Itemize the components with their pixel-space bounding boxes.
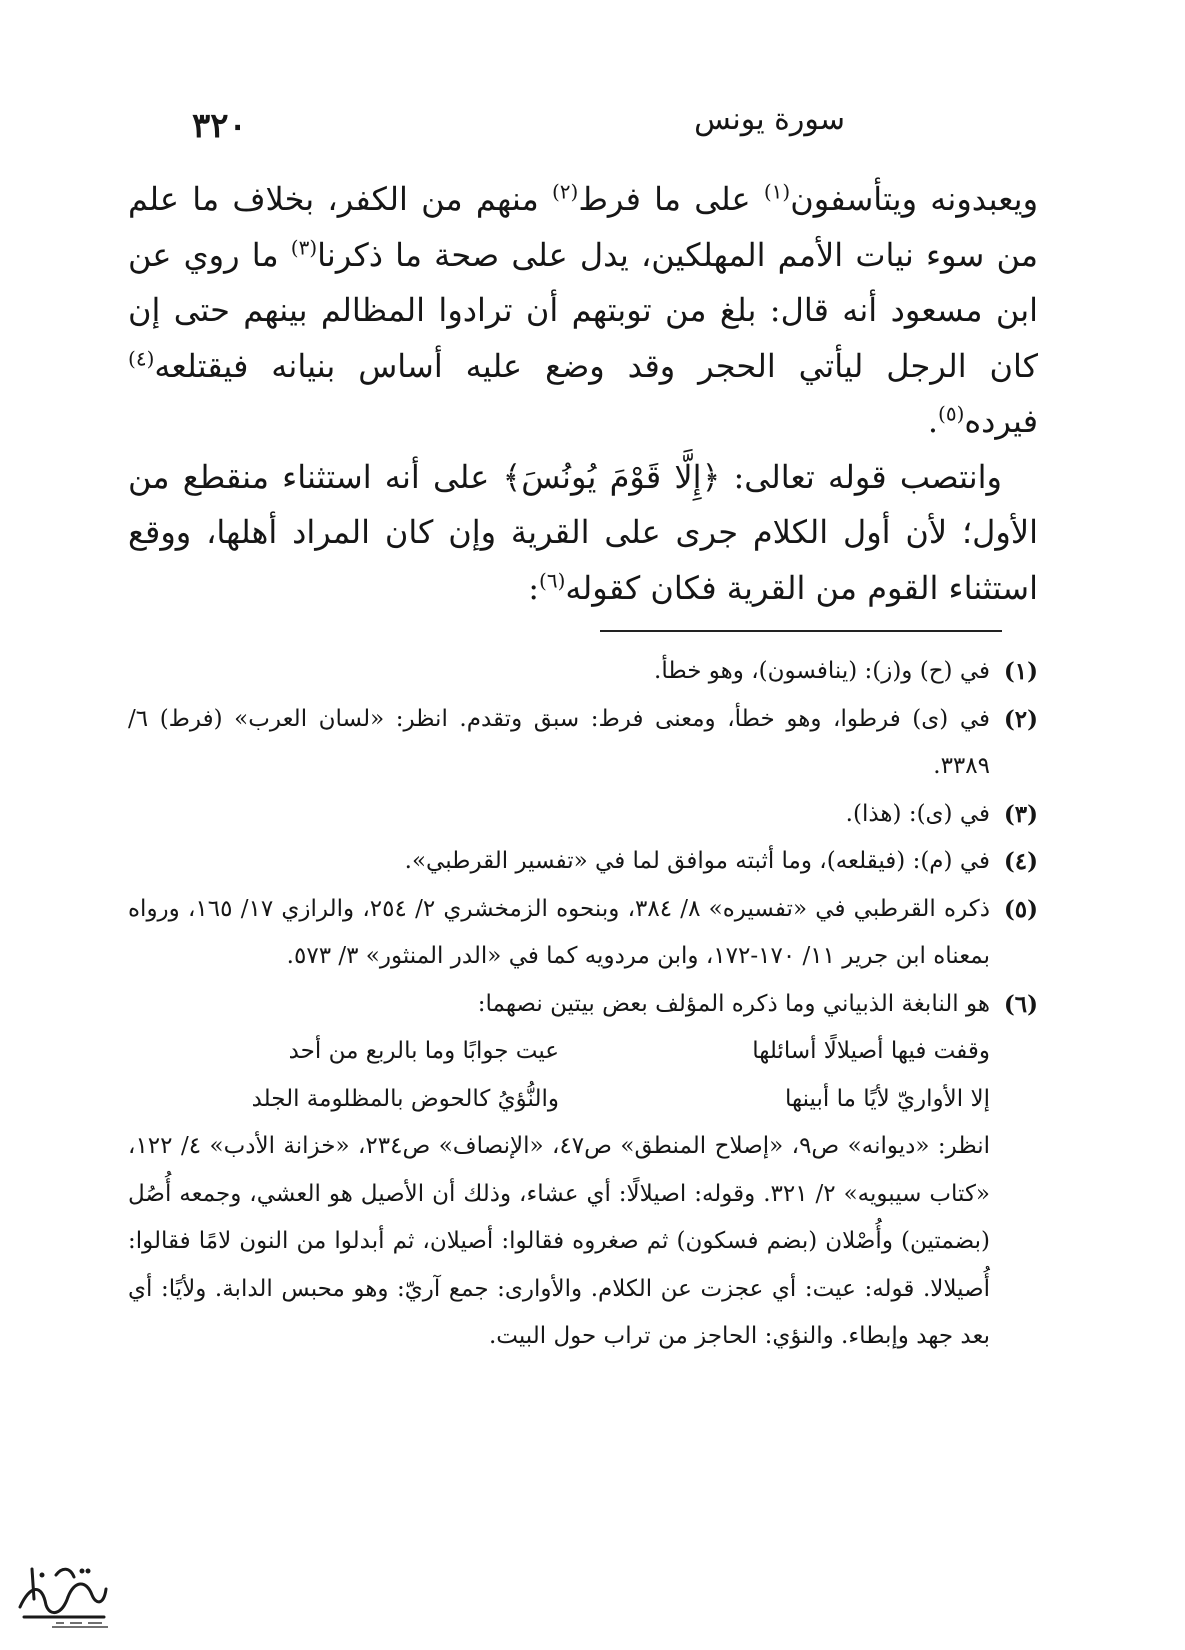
footnote-text: ذكره القرطبي في «تفسيره» ٨/ ٣٨٤، وبنحوه الزمخشري ٢/ ٢٥٤، والرازي ١٧/ ١٦٥، ورواه بمعناه ابن جرير ١١/ ١٧٠-١٧٢، وابن مردويه كما في «الدر المنثور» ٣/ ٥٧٣.	[128, 895, 990, 969]
page-number: ٣٢٠	[192, 106, 247, 146]
text-run: فيرده	[964, 402, 1038, 440]
footnote-6	[128, 981, 1038, 1361]
paragraph	[128, 172, 1038, 450]
footnote-number: (٦)	[1003, 990, 1038, 1018]
footnote-2	[128, 696, 1038, 791]
main-text	[128, 172, 1038, 616]
footnote-marker: (٣)	[290, 234, 318, 259]
footnote-marker: (٢)	[551, 179, 579, 204]
text-run: على ما فرط	[578, 180, 764, 218]
text-run: وانتصب قوله تعالى: ﴿إِلَّا قَوْمَ يُونُسَ﴾ على أنه استثناء منقطع من الأول؛ لأن أول الكلام جرى على القرية وإن كان المراد أهلها، ووقع استثناء القوم من القرية فكان كقوله	[128, 457, 1038, 607]
footnote-text	[128, 981, 990, 1361]
library-logo-icon	[12, 1555, 112, 1635]
footnote-number: (٤)	[1003, 848, 1038, 875]
footnote-marker: (٥)	[938, 401, 965, 426]
footnote-text: في (ح) و(ز): (ينافسون)، وهو خطأ.	[654, 658, 990, 684]
footnote-5	[128, 886, 1038, 981]
text-run: :	[528, 568, 539, 607]
text-run: ما روي عن ابن مسعود أنه قال: بلغ من توبتهم أن ترادوا المظالم بينهم حتى إن كان الرجل ليأتي الحجر وقد وضع عليه أساس بنيانه فيقتلعه	[128, 235, 1038, 385]
footnotes	[128, 648, 1038, 1361]
footnote-1	[128, 648, 1038, 696]
verse-hemistich: إلا الأواريّ لأيًا ما أبينها	[784, 1085, 990, 1112]
poem-verse	[128, 1076, 990, 1124]
footnote-3	[128, 791, 1038, 839]
poem-verse	[128, 1028, 990, 1076]
footnote-divider	[600, 630, 1002, 632]
footnote-text: في (ى): (هذا).	[845, 800, 990, 827]
verse-hemistich: وقفت فيها أصيلالًا أسائلها	[752, 1038, 990, 1064]
footnote-text: في (م): (فيقلعه)، وما أثبته موافق لما في «تفسير القرطبي».	[404, 848, 990, 874]
footnote-marker: (٤)	[128, 345, 155, 370]
footnote-4	[128, 838, 1038, 886]
footnote-number: (٣)	[1003, 800, 1038, 828]
footnote-number: (٢)	[1003, 705, 1038, 733]
paragraph	[128, 450, 1038, 617]
footnote-marker: (٦)	[539, 567, 566, 592]
footnote-number: (١)	[1003, 658, 1038, 685]
verse-hemistich: والنُّؤيُ كالحوض بالمظلومة الجلد	[251, 1085, 559, 1112]
footnote-text: في (ى) فرطوا، وهو خطأ، ومعنى فرط: سبق وتقدم. انظر: «لسان العرب» (فرط) ٦/ ٣٣٨٩.	[128, 705, 990, 779]
footnote-number: (٥)	[1003, 895, 1038, 923]
text-run: ويعبدونه ويتأسفون	[790, 180, 1039, 218]
running-title: سورة يونس	[694, 102, 845, 137]
page-header	[130, 88, 1035, 148]
verse-hemistich: عيت جوابًا وما بالربع من أحد	[288, 1038, 559, 1064]
text-run: منهم من الكفر، بخلاف ما علم من سوء نيات الأمم المهلكين، يدل على صحة ما ذكرنا	[128, 180, 1039, 274]
text-run: .	[927, 402, 938, 440]
footnote-marker: (١)	[763, 179, 791, 204]
footnote-commentary: انظر: «ديوانه» ص٩، «إصلاح المنطق» ص٤٧، «الإنصاف» ص٢٣٤، «خزانة الأدب» ٤/ ١٢٢، «كتاب سيبويه» ٢/ ٣٢١. وقوله: اصيلالًا: أي عشاء، وذلك أن الأصيل هو العشي، وجمعه أُصُل (بضمتين) وأُصْلان (بضم فسكون) ثم صغروه فقالوا: أصيلان، ثم أبدلوا من النون لامًا فقالوا: أُصيلالا. قوله: عيت: أي عجزت عن الكلام. والأوارى: جمع آريّ: وهو محبس الدابة. ولأيًا: أي بعد جهد وإبطاء. والنؤي: الحاجز من تراب حول البيت.	[128, 1133, 991, 1349]
footnote-intro: هو النابغة الذبياني وما ذكره المؤلف بعض بيتين نصهما:	[477, 990, 990, 1017]
